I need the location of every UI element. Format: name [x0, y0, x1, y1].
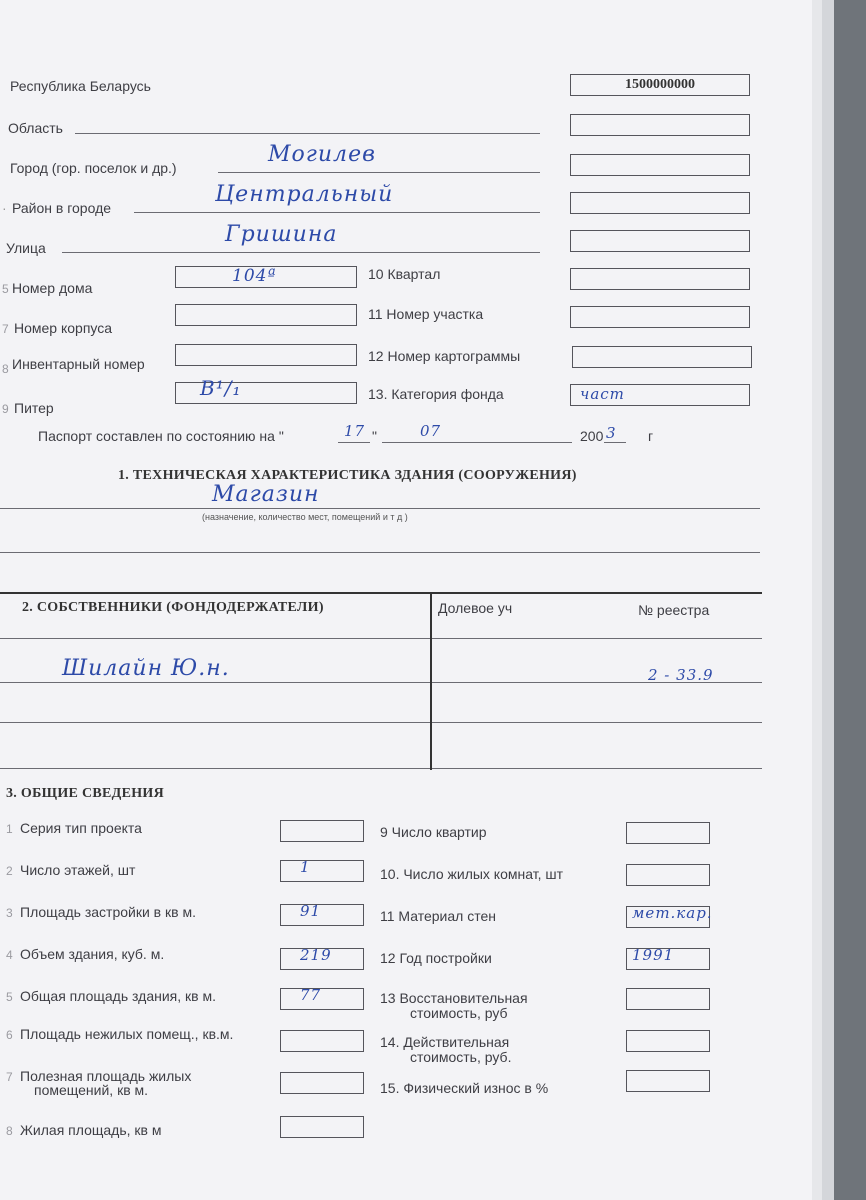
general-left-num: 2 [6, 864, 13, 878]
cartogram-box [572, 346, 752, 368]
district-marker: · [2, 200, 7, 216]
general-left-box [280, 860, 364, 882]
general-left-num: 6 [6, 1028, 13, 1042]
general-left-label: Площадь нежилых помещ., кв.м. [20, 1026, 234, 1042]
general-right-value: 1991 [632, 946, 675, 964]
fund-label: 13. Категория фонда [368, 386, 504, 402]
general-left-box [280, 820, 364, 842]
passport-text: Паспорт составлен по состоянию на " [38, 428, 284, 444]
owners-col-registry: № реестра [638, 602, 710, 618]
general-left-label: Число этажей, шт [20, 862, 136, 878]
owners-table [0, 592, 762, 772]
general-left-value: 219 [300, 946, 332, 964]
general-left-num: 1 [6, 822, 13, 836]
owners-header-border [0, 638, 762, 639]
liter-value: В¹/₁ [200, 376, 242, 400]
general-right-box [626, 988, 710, 1010]
general-left-box [280, 1116, 364, 1138]
street-code-box [570, 230, 750, 252]
passport-year-prefix: 200 [580, 428, 604, 444]
district-label: Район в городе [12, 200, 112, 216]
section1-caption: (назначение, количество мест, помещений и т д ) [202, 512, 408, 522]
general-right-value: мет.кар. [632, 904, 713, 922]
general-right-box [626, 864, 710, 886]
code-box [570, 74, 750, 96]
city-label: Город (гор. поселок и др.) [10, 160, 177, 176]
general-right-label: 15. Физический износ в % [380, 1080, 549, 1096]
general-left-label: Площадь застройки в кв м. [20, 904, 196, 920]
general-left-label: Полезная площадь жилых [20, 1068, 192, 1084]
general-right-label-2: стоимость, руб. [410, 1049, 512, 1065]
owners-row-border-2 [0, 722, 762, 723]
general-right-label: 11 Материал стен [380, 908, 496, 924]
inventory-num: 8 [2, 362, 9, 376]
general-left-value: 91 [300, 902, 322, 920]
general-left-num: 7 [6, 1070, 13, 1084]
general-right-label: 9 Число квартир [380, 824, 487, 840]
plot-label: 11 Номер участка [368, 306, 484, 322]
street-label: Улица [6, 240, 46, 256]
owners-bottom-border [0, 768, 762, 769]
owners-top-border [0, 592, 762, 594]
passport-month: 07 [420, 422, 442, 440]
general-left-num: 5 [6, 990, 13, 1004]
general-left-box [280, 904, 364, 926]
general-left-box [280, 988, 364, 1010]
general-left-label-2: помещений, кв м. [34, 1082, 149, 1098]
passport-year-line [604, 442, 626, 443]
registry-value: 2 - 33.9 [648, 666, 714, 684]
house-label: Номер дома [12, 280, 93, 296]
city-value: Могилев [268, 142, 376, 167]
general-left-label: Серия тип проекта [20, 820, 142, 836]
general-left-value: 1 [300, 858, 311, 876]
general-right-label: 14. Действительная [380, 1034, 510, 1050]
inventory-label: Инвентарный номер [12, 356, 145, 372]
district-code-box [570, 192, 750, 214]
house-value: 104ª [232, 266, 277, 286]
general-left-num: 3 [6, 906, 13, 920]
building-label: Номер корпуса [14, 320, 113, 336]
page-stack-edge-2 [822, 0, 834, 1200]
cartogram-label: 12 Номер картограммы [368, 348, 521, 364]
street-line [62, 252, 540, 253]
liter-label: Питер [14, 400, 54, 416]
passport-day-line [338, 442, 370, 443]
general-left-box [280, 1030, 364, 1052]
general-right-box [626, 822, 710, 844]
general-left-value: 77 [300, 986, 322, 1004]
quarter-label: 10 Квартал [368, 266, 441, 282]
owners-title: 2. СОБСТВЕННИКИ (ФОНДОДЕРЖАТЕЛИ) [22, 600, 324, 615]
city-line [218, 172, 540, 173]
owner-value: Шилайн Ю.н. [62, 656, 230, 681]
passport-month-line [382, 442, 572, 443]
general-right-box [626, 1030, 710, 1052]
general-right-label-2: стоимость, руб [410, 1005, 508, 1021]
plot-box [570, 306, 750, 328]
house-num: 5 [2, 282, 9, 296]
republic-label: Республика Беларусь [10, 78, 151, 94]
oblast-line [75, 133, 540, 134]
page-stack-edge [812, 0, 822, 1200]
building-box [175, 304, 357, 326]
fund-value: част [580, 385, 625, 403]
passport-day: 17 [344, 422, 366, 440]
general-left-num: 4 [6, 948, 13, 962]
street-value: Гришина [225, 222, 338, 247]
liter-num: 9 [2, 402, 9, 416]
passport-year-suffix: 3 [606, 424, 617, 442]
general-left-label: Общая площадь здания, кв м. [20, 988, 216, 1004]
inventory-box [175, 344, 357, 366]
general-left-box [280, 1072, 364, 1094]
district-value: Центральный [215, 182, 394, 207]
section1-title: 1. ТЕХНИЧЕСКАЯ ХАРАКТЕРИСТИКА ЗДАНИЯ (СООРУЖЕНИЯ) [118, 468, 577, 483]
owners-col-share: Долевое уч [438, 600, 513, 616]
section3-title: 3. ОБЩИЕ СВЕДЕНИЯ [6, 786, 164, 801]
oblast-code-box [570, 114, 750, 136]
building-num: 7 [2, 322, 9, 336]
section1-value: Магазин [212, 482, 320, 507]
general-left-num: 8 [6, 1124, 13, 1138]
general-right-label: 12 Год постройки [380, 950, 492, 966]
general-right-label: 10. Число жилых комнат, шт [380, 866, 563, 882]
passport-quote: " [372, 428, 377, 444]
section1-line [0, 508, 760, 509]
code-value: 1500000000 [625, 77, 695, 92]
owners-col-divider [430, 592, 432, 770]
general-right-box [626, 1070, 710, 1092]
general-right-label: 13 Восстановительная [380, 990, 528, 1006]
oblast-label: Область [8, 120, 63, 136]
city-code-box [570, 154, 750, 176]
general-left-label: Объем здания, куб. м. [20, 946, 165, 962]
passport-year-unit: г [648, 428, 654, 444]
district-line [134, 212, 540, 213]
section1-line-2 [0, 552, 760, 553]
quarter-box [570, 268, 750, 290]
general-left-label: Жилая площадь, кв м [20, 1122, 162, 1138]
